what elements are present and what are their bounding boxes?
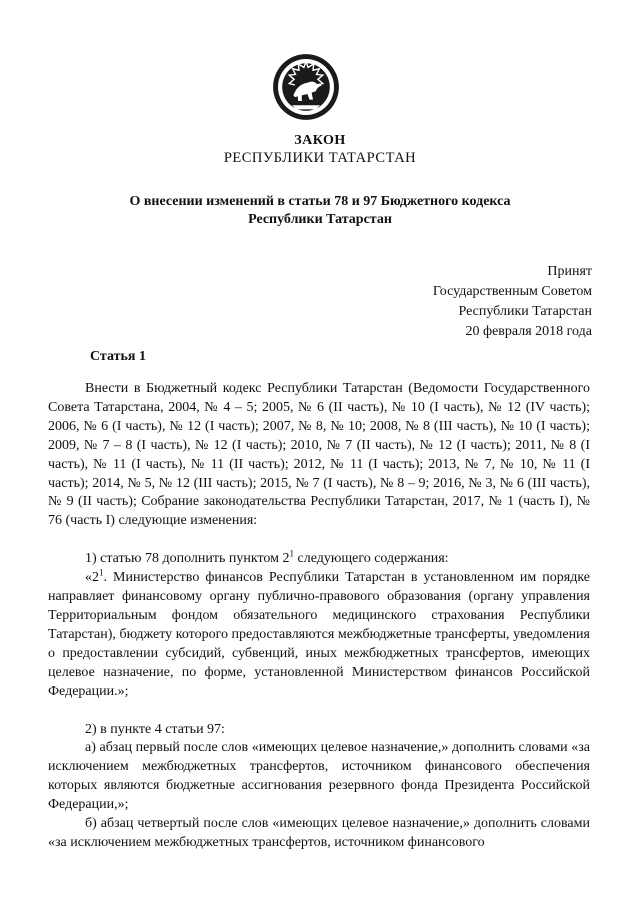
quoted-point-superscript: 1: [99, 567, 104, 578]
law-title-line-1: О внесении изменений в статьи 78 и 97 Бюджетного кодекса: [129, 194, 511, 209]
adoption-date: 20 февраля 2018 года: [465, 324, 592, 339]
item-2-paragraph: 2) в пункте 4 статьи 97:: [85, 721, 225, 737]
quoted-point-paragraph: [48, 569, 590, 701]
subitem-b-paragraph: б) абзац четвертый после слов «имеющих целевое назначение,» дополнить словами «за исключением межбюджетных трансфертов, источником финансового: [48, 816, 590, 850]
coat-of-arms-emblem: [271, 52, 341, 122]
article-body: [48, 380, 590, 853]
adoption-block: [433, 262, 592, 342]
item-1-paragraph: [48, 550, 590, 569]
republic-heading: РЕСПУБЛИКИ ТАТАРСТАН: [223, 150, 417, 166]
article-heading: Статья 1: [90, 349, 146, 364]
adoption-line-1: Принят: [547, 264, 592, 279]
law-title: [0, 193, 640, 229]
item-1-text-end: следующего содержания:: [294, 551, 449, 567]
adoption-line-3: Республики Татарстан: [458, 304, 592, 319]
subitem-a-paragraph: а) абзац первый после слов «имеющих целевое назначение,» дополнить словами «за исключением межбюджетных трансфертов, источником финансового обеспечения которых являются бюджетные ассигнования резервного фонда Президента Российской Федерации,»;: [48, 740, 590, 813]
quoted-point-text: . Министерство финансов Республики Татарстан в установленном им порядке направляет финансовому органу публично-правового образования (органу управления Территориальным фондом обязательного медицинского страхования Республики Татарстан), бюджету которого предоставляются межбюджетные трансферты, уведомления о предоставлении субсидий, субвенций, иных межбюджетных трансфертов, имеющих целевое назначение, по форме, установленной Министерством финансов Российской Федерации.»;: [48, 570, 590, 699]
intro-paragraph: Внести в Бюджетный кодекс Республики Татарстан (Ведомости Государственного Совета Татарстана, 2004, № 4 – 5; 2005, № 6 (II часть), № 10 (I часть), № 12 (IV часть); 2006, № 6 (I часть), № 12 (I часть); 2007, № 8, № 10; 2008, № 8 (III часть), № 10 (I часть); 2009, № 7 – 8 (I часть), № 12 (I часть); 2010, № 7 (II часть), № 12 (I часть); 2011, № 8 (I часть), № 11 (I часть), № 11 (II часть); 2012, № 11 (I часть); 2013, № 7, № 10, № 11 (I часть); 2014, № 5, № 12 (III часть); 2015, № 7 (I часть), № 8 – 9; 2016, № 3, № 6 (III часть), № 9 (II часть); Собрание законодательства Республики Татарстан, 2017, № 1 (часть I), № 76 (часть I) следующие изменения:: [48, 381, 590, 529]
law-title-line-2: Республики Татарстан: [248, 212, 392, 227]
item-1-superscript: 1: [289, 548, 295, 559]
law-heading: ЗАКОН: [294, 133, 346, 148]
adoption-line-2: Государственным Советом: [432, 284, 592, 299]
item-1-text: 1) статью 78 дополнить пунктом 2: [85, 551, 290, 567]
quoted-point-start: «2: [85, 570, 99, 586]
